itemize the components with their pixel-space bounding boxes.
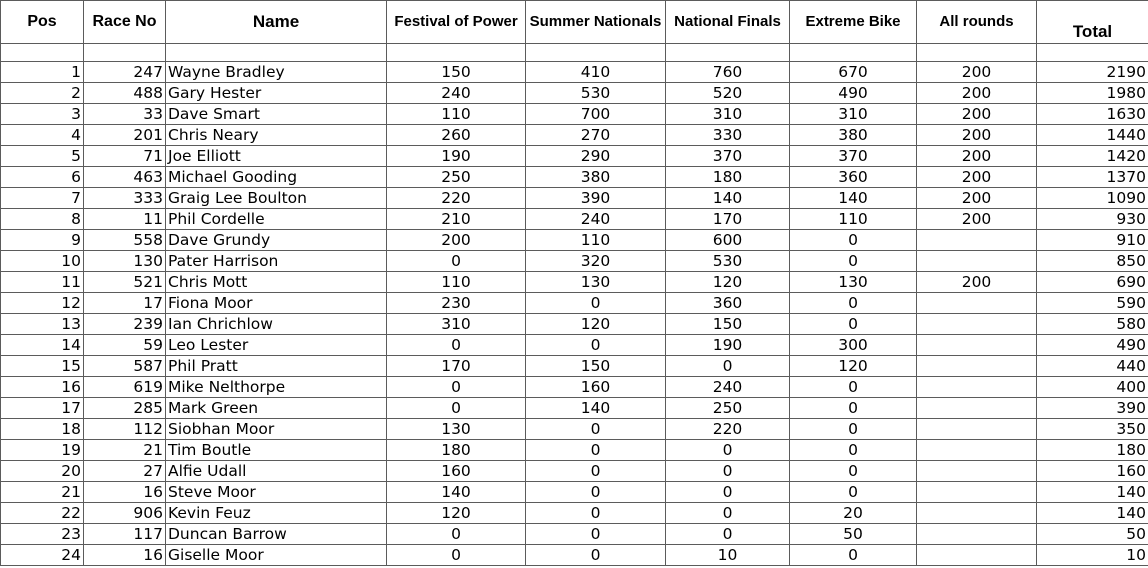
cell-extreme-bike: 310 [790,104,917,125]
cell-national-finals: 600 [666,230,790,251]
cell-national-finals: 520 [666,83,790,104]
table-row [1,83,1148,104]
cell-summer-nationals: 0 [526,524,666,545]
cell-pos: 17 [1,398,84,419]
cell-race-no: 16 [84,482,166,503]
cell-summer-nationals: 0 [526,545,666,566]
cell-all-rounds [917,440,1037,461]
cell-festival-of-power: 230 [387,293,526,314]
cell-race-no: 11 [84,209,166,230]
cell-all-rounds [917,524,1037,545]
cell-all-rounds [917,503,1037,524]
cell-name: Ian Chrichlow [166,314,387,335]
cell-name: Joe Elliott [166,146,387,167]
cell-extreme-bike: 20 [790,503,917,524]
cell-pos: 1 [1,62,84,83]
cell-extreme-bike: 0 [790,377,917,398]
cell-total: 850 [1037,251,1148,272]
cell-all-rounds [917,230,1037,251]
cell-race-no: 463 [84,167,166,188]
cell-name: Michael Gooding [166,167,387,188]
cell-total: 140 [1037,482,1148,503]
cell-pos: 20 [1,461,84,482]
cell-festival-of-power: 170 [387,356,526,377]
cell-national-finals: 250 [666,398,790,419]
cell-name: Wayne Bradley [166,62,387,83]
cell-name: Phil Cordelle [166,209,387,230]
cell-extreme-bike: 140 [790,188,917,209]
cell-pos: 18 [1,419,84,440]
cell-name: Siobhan Moor [166,419,387,440]
cell-national-finals: 0 [666,440,790,461]
spacer-cell [790,44,917,62]
cell-festival-of-power: 0 [387,545,526,566]
cell-total: 160 [1037,461,1148,482]
spacer-row [1,44,1148,62]
cell-total: 1980 [1037,83,1148,104]
cell-festival-of-power: 150 [387,62,526,83]
spacer-cell [917,44,1037,62]
cell-name: Phil Pratt [166,356,387,377]
cell-festival-of-power: 140 [387,482,526,503]
header-total: Total [1037,1,1148,44]
cell-pos: 23 [1,524,84,545]
cell-pos: 21 [1,482,84,503]
cell-national-finals: 0 [666,356,790,377]
cell-national-finals: 220 [666,419,790,440]
cell-extreme-bike: 0 [790,419,917,440]
cell-race-no: 285 [84,398,166,419]
cell-race-no: 558 [84,230,166,251]
table-row [1,209,1148,230]
cell-name: Chris Mott [166,272,387,293]
cell-name: Chris Neary [166,125,387,146]
cell-total: 440 [1037,356,1148,377]
cell-pos: 19 [1,440,84,461]
cell-all-rounds [917,293,1037,314]
cell-total: 910 [1037,230,1148,251]
cell-total: 1420 [1037,146,1148,167]
cell-total: 400 [1037,377,1148,398]
cell-all-rounds [917,356,1037,377]
cell-extreme-bike: 0 [790,398,917,419]
table-row [1,104,1148,125]
table-row [1,293,1148,314]
cell-name: Steve Moor [166,482,387,503]
cell-summer-nationals: 270 [526,125,666,146]
cell-festival-of-power: 0 [387,335,526,356]
cell-extreme-bike: 130 [790,272,917,293]
table-row [1,167,1148,188]
cell-extreme-bike: 300 [790,335,917,356]
cell-extreme-bike: 0 [790,251,917,272]
cell-extreme-bike: 110 [790,209,917,230]
cell-name: Mike Nelthorpe [166,377,387,398]
cell-total: 180 [1037,440,1148,461]
header-national-finals: National Finals [666,1,790,44]
header-extreme-bike: Extreme Bike [790,1,917,44]
cell-pos: 22 [1,503,84,524]
cell-extreme-bike: 380 [790,125,917,146]
cell-all-rounds: 200 [917,83,1037,104]
cell-all-rounds [917,419,1037,440]
cell-summer-nationals: 380 [526,167,666,188]
cell-race-no: 59 [84,335,166,356]
table-row [1,251,1148,272]
cell-race-no: 21 [84,440,166,461]
cell-all-rounds: 200 [917,188,1037,209]
cell-national-finals: 190 [666,335,790,356]
cell-extreme-bike: 670 [790,62,917,83]
cell-extreme-bike: 0 [790,482,917,503]
cell-pos: 5 [1,146,84,167]
cell-name: Graig Lee Boulton [166,188,387,209]
cell-national-finals: 10 [666,545,790,566]
header-festival-of-power: Festival of Power [387,1,526,44]
cell-race-no: 488 [84,83,166,104]
table-row [1,335,1148,356]
cell-festival-of-power: 0 [387,251,526,272]
cell-summer-nationals: 0 [526,482,666,503]
cell-summer-nationals: 320 [526,251,666,272]
cell-pos: 3 [1,104,84,125]
cell-all-rounds [917,461,1037,482]
cell-summer-nationals: 160 [526,377,666,398]
header-pos: Pos [1,1,84,44]
table-row [1,461,1148,482]
cell-national-finals: 530 [666,251,790,272]
cell-festival-of-power: 160 [387,461,526,482]
cell-total: 1370 [1037,167,1148,188]
header-race-no: Race No [84,1,166,44]
cell-total: 1630 [1037,104,1148,125]
table-row [1,230,1148,251]
cell-total: 2190 [1037,62,1148,83]
cell-race-no: 16 [84,545,166,566]
cell-national-finals: 0 [666,461,790,482]
cell-all-rounds: 200 [917,146,1037,167]
spacer-cell [387,44,526,62]
cell-race-no: 239 [84,314,166,335]
cell-summer-nationals: 140 [526,398,666,419]
cell-pos: 9 [1,230,84,251]
cell-extreme-bike: 360 [790,167,917,188]
cell-summer-nationals: 0 [526,335,666,356]
cell-total: 10 [1037,545,1148,566]
cell-pos: 6 [1,167,84,188]
cell-extreme-bike: 370 [790,146,917,167]
cell-extreme-bike: 0 [790,293,917,314]
cell-summer-nationals: 0 [526,440,666,461]
cell-total: 1090 [1037,188,1148,209]
cell-summer-nationals: 240 [526,209,666,230]
spacer-cell [1,44,84,62]
cell-extreme-bike: 50 [790,524,917,545]
cell-pos: 24 [1,545,84,566]
cell-race-no: 247 [84,62,166,83]
cell-name: Gary Hester [166,83,387,104]
table-row [1,272,1148,293]
cell-extreme-bike: 490 [790,83,917,104]
cell-race-no: 587 [84,356,166,377]
cell-national-finals: 760 [666,62,790,83]
cell-summer-nationals: 0 [526,419,666,440]
cell-pos: 16 [1,377,84,398]
cell-pos: 10 [1,251,84,272]
cell-name: Duncan Barrow [166,524,387,545]
cell-summer-nationals: 130 [526,272,666,293]
cell-summer-nationals: 700 [526,104,666,125]
cell-summer-nationals: 290 [526,146,666,167]
cell-national-finals: 140 [666,188,790,209]
cell-national-finals: 240 [666,377,790,398]
cell-race-no: 27 [84,461,166,482]
table-row [1,503,1148,524]
cell-extreme-bike: 120 [790,356,917,377]
cell-festival-of-power: 120 [387,503,526,524]
cell-name: Giselle Moor [166,545,387,566]
cell-festival-of-power: 240 [387,83,526,104]
cell-summer-nationals: 0 [526,293,666,314]
cell-summer-nationals: 120 [526,314,666,335]
cell-festival-of-power: 250 [387,167,526,188]
table-row [1,440,1148,461]
cell-national-finals: 0 [666,524,790,545]
cell-total: 390 [1037,398,1148,419]
cell-race-no: 201 [84,125,166,146]
cell-national-finals: 330 [666,125,790,146]
cell-pos: 11 [1,272,84,293]
cell-name: Alfie Udall [166,461,387,482]
spacer-cell [666,44,790,62]
cell-festival-of-power: 220 [387,188,526,209]
spacer-cell [526,44,666,62]
table-row [1,62,1148,83]
table-row [1,482,1148,503]
cell-national-finals: 150 [666,314,790,335]
cell-total: 590 [1037,293,1148,314]
cell-race-no: 17 [84,293,166,314]
cell-festival-of-power: 310 [387,314,526,335]
cell-summer-nationals: 0 [526,461,666,482]
cell-festival-of-power: 130 [387,419,526,440]
cell-pos: 14 [1,335,84,356]
cell-festival-of-power: 200 [387,230,526,251]
cell-total: 690 [1037,272,1148,293]
cell-all-rounds: 200 [917,167,1037,188]
cell-national-finals: 170 [666,209,790,230]
cell-festival-of-power: 110 [387,272,526,293]
table-row [1,314,1148,335]
cell-all-rounds [917,251,1037,272]
cell-extreme-bike: 0 [790,545,917,566]
cell-all-rounds: 200 [917,272,1037,293]
cell-race-no: 906 [84,503,166,524]
cell-race-no: 112 [84,419,166,440]
cell-national-finals: 360 [666,293,790,314]
cell-festival-of-power: 110 [387,104,526,125]
cell-festival-of-power: 210 [387,209,526,230]
cell-name: Dave Smart [166,104,387,125]
cell-total: 50 [1037,524,1148,545]
table-row [1,377,1148,398]
cell-race-no: 521 [84,272,166,293]
cell-name: Dave Grundy [166,230,387,251]
cell-race-no: 33 [84,104,166,125]
cell-total: 350 [1037,419,1148,440]
cell-festival-of-power: 260 [387,125,526,146]
header-all-rounds: All rounds [917,1,1037,44]
spacer-cell [1037,44,1148,62]
cell-extreme-bike: 0 [790,461,917,482]
cell-all-rounds [917,377,1037,398]
cell-national-finals: 120 [666,272,790,293]
cell-summer-nationals: 0 [526,503,666,524]
table-row [1,524,1148,545]
cell-national-finals: 370 [666,146,790,167]
cell-all-rounds: 200 [917,125,1037,146]
cell-festival-of-power: 190 [387,146,526,167]
cell-festival-of-power: 0 [387,377,526,398]
cell-race-no: 333 [84,188,166,209]
cell-total: 140 [1037,503,1148,524]
cell-national-finals: 0 [666,482,790,503]
cell-all-rounds: 200 [917,62,1037,83]
cell-total: 580 [1037,314,1148,335]
cell-pos: 8 [1,209,84,230]
table-row [1,188,1148,209]
cell-summer-nationals: 150 [526,356,666,377]
header-row [1,1,1148,44]
cell-festival-of-power: 180 [387,440,526,461]
cell-all-rounds [917,314,1037,335]
cell-race-no: 117 [84,524,166,545]
cell-all-rounds [917,335,1037,356]
header-summer-nationals: Summer Nationals [526,1,666,44]
cell-pos: 13 [1,314,84,335]
cell-national-finals: 310 [666,104,790,125]
cell-all-rounds [917,545,1037,566]
cell-extreme-bike: 0 [790,314,917,335]
table-row [1,419,1148,440]
cell-extreme-bike: 0 [790,440,917,461]
cell-name: Leo Lester [166,335,387,356]
spacer-cell [166,44,387,62]
cell-total: 490 [1037,335,1148,356]
cell-all-rounds: 200 [917,209,1037,230]
table-row [1,146,1148,167]
cell-name: Kevin Feuz [166,503,387,524]
cell-total: 930 [1037,209,1148,230]
cell-summer-nationals: 110 [526,230,666,251]
header-name: Name [166,1,387,44]
cell-pos: 2 [1,83,84,104]
cell-all-rounds [917,482,1037,503]
spacer-cell [84,44,166,62]
cell-name: Tim Boutle [166,440,387,461]
cell-pos: 4 [1,125,84,146]
cell-name: Fiona Moor [166,293,387,314]
table-row [1,356,1148,377]
table-row [1,398,1148,419]
cell-national-finals: 0 [666,503,790,524]
cell-race-no: 130 [84,251,166,272]
cell-festival-of-power: 0 [387,524,526,545]
cell-pos: 12 [1,293,84,314]
cell-summer-nationals: 530 [526,83,666,104]
cell-all-rounds: 200 [917,104,1037,125]
cell-race-no: 71 [84,146,166,167]
cell-total: 1440 [1037,125,1148,146]
table-row [1,125,1148,146]
cell-summer-nationals: 410 [526,62,666,83]
cell-festival-of-power: 0 [387,398,526,419]
cell-summer-nationals: 390 [526,188,666,209]
cell-pos: 15 [1,356,84,377]
cell-pos: 7 [1,188,84,209]
table-row [1,545,1148,566]
cell-extreme-bike: 0 [790,230,917,251]
cell-name: Pater Harrison [166,251,387,272]
cell-all-rounds [917,398,1037,419]
cell-name: Mark Green [166,398,387,419]
cell-national-finals: 180 [666,167,790,188]
cell-race-no: 619 [84,377,166,398]
